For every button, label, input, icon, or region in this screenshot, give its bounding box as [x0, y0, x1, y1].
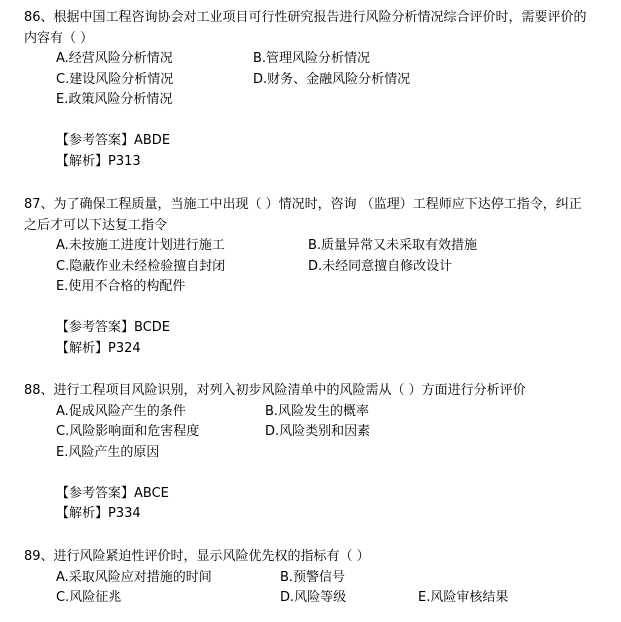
option-a: A.未按施工进度计划进行施工	[56, 238, 225, 253]
option-b: B.质量异常又未采取有效措施	[308, 238, 478, 253]
option-d: D.风险等级	[280, 590, 347, 605]
option-list	[56, 49, 621, 111]
option-e: E.政策风险分析情况	[56, 92, 173, 107]
analysis-page-ref: 【解析】P313	[56, 153, 141, 169]
analysis-page-ref: 【解析】P334	[56, 506, 141, 521]
option-a: A.促成风险产生的条件	[56, 403, 186, 419]
option-list	[56, 236, 621, 298]
question-stem: 87、为了确保工程质量，当施工中出现（ ）情况时，咨询 （监理）工程师应下达停工指令，纠正之后才可以下达复工指令	[24, 197, 582, 233]
option-d: D.财务、金融风险分析情况	[253, 71, 411, 87]
answer-block	[56, 484, 621, 525]
question-86	[0, 8, 621, 172]
reference-answer: 【参考答案】ABCE	[56, 485, 169, 501]
option-d: D.风险类别和因素	[265, 424, 371, 439]
answer-block	[56, 131, 621, 172]
option-c: C.风险征兆	[56, 590, 122, 605]
option-list	[56, 568, 621, 609]
option-c: C.建设风险分析情况	[56, 71, 174, 87]
analysis-page-ref: 【解析】P324	[56, 340, 141, 356]
option-e: E.使用不合格的构配件	[56, 279, 186, 294]
reference-answer: 【参考答案】BCDE	[56, 320, 170, 335]
option-b: B.管理风险分析情况	[253, 51, 371, 66]
question-stem: 89、进行风险紧迫性评价时，显示风险优先权的指标有（ ）	[24, 549, 370, 564]
question-88	[0, 381, 621, 525]
option-a: A.经营风险分析情况	[56, 51, 173, 66]
question-89	[0, 547, 621, 609]
option-c: C.隐蔽作业未经检验擅自封闭	[56, 258, 226, 274]
question-87	[0, 195, 621, 359]
reference-answer: 【参考答案】ABDE	[56, 133, 171, 148]
question-stem: 86、根据中国工程咨询协会对工业项目可行性研究报告进行风险分析情况综合评价时，需要评价的内容有（ ）	[24, 10, 587, 46]
option-d: D.未经同意擅自修改设计	[308, 258, 453, 274]
answer-block	[56, 318, 621, 359]
question-stem: 88、进行工程项目风险识别，对列入初步风险清单中的风险需从（ ）方面进行分析评价	[24, 383, 526, 398]
option-b: B.预警信号	[280, 569, 346, 585]
option-b: B.风险发生的概率	[265, 403, 370, 419]
option-c: C.风险影响面和危害程度	[56, 424, 200, 439]
option-e: E.风险产生的原因	[56, 444, 160, 460]
option-a: A.采取风险应对措施的时间	[56, 569, 212, 585]
option-e: E.风险审核结果	[418, 590, 509, 605]
option-list	[56, 402, 621, 464]
